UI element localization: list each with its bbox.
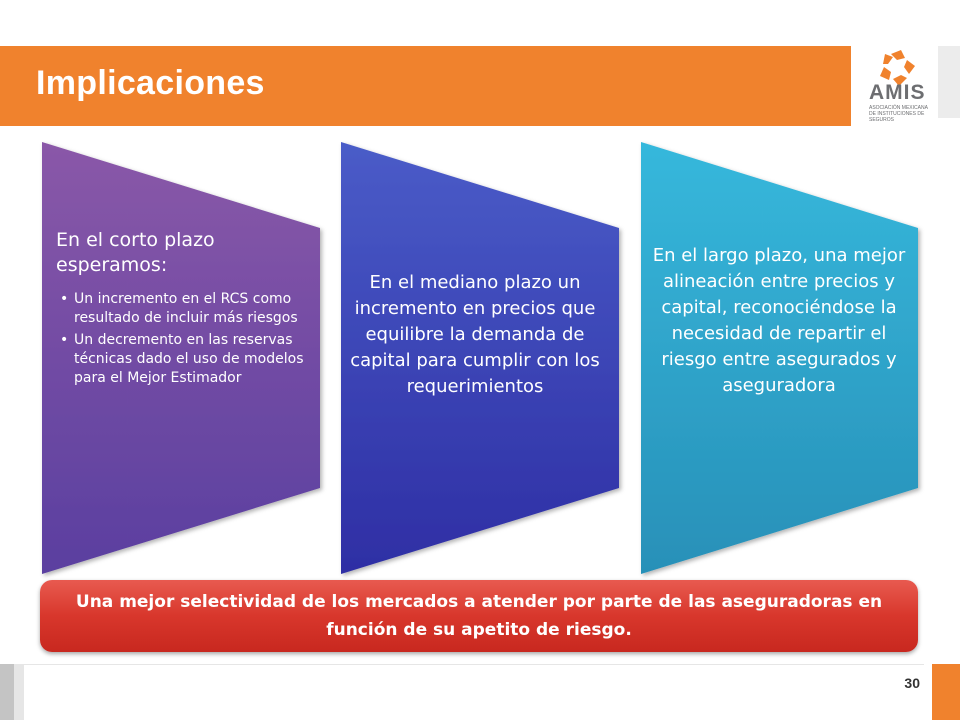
logo-subtitle: ASOCIACIÓN MEXICANA DE INSTITUCIONES DE SEGUROS	[869, 105, 928, 123]
footer-left-bar-light	[14, 664, 24, 720]
page-number: 30	[904, 675, 920, 691]
short-term-list	[56, 290, 306, 388]
short-term-heading: En el corto plazo esperamos:	[56, 229, 215, 276]
footer-divider	[24, 664, 924, 665]
long-term-text: En el largo plazo, una mejor alineación entre precios y capital, reconociéndose la necesidad de repartir el riesgo entre asegurados y aseguradora	[652, 245, 906, 396]
footer-right-bar	[932, 664, 960, 720]
conclusion-banner	[40, 580, 918, 652]
page-title: Implicaciones	[36, 64, 265, 102]
medium-term-text: En el mediano plazo un incremento en precios que equilibre la demanda de capital para cumplir con los requerimientos	[350, 272, 600, 397]
footer-left-bar	[0, 664, 14, 720]
short-term-panel	[56, 228, 306, 391]
logo-wordmark: AMIS	[869, 81, 926, 104]
conclusion-text: Una mejor selectividad de los mercados a atender por parte de las aseguradoras en función de su apetito de riesgo.	[75, 592, 883, 640]
list-item: • Un incremento en el RCS como resultado de incluir más riesgos	[74, 290, 306, 328]
list-item: • Un decremento en las reservas técnicas dado el uso de modelos para el Mejor Estimador	[74, 331, 306, 388]
